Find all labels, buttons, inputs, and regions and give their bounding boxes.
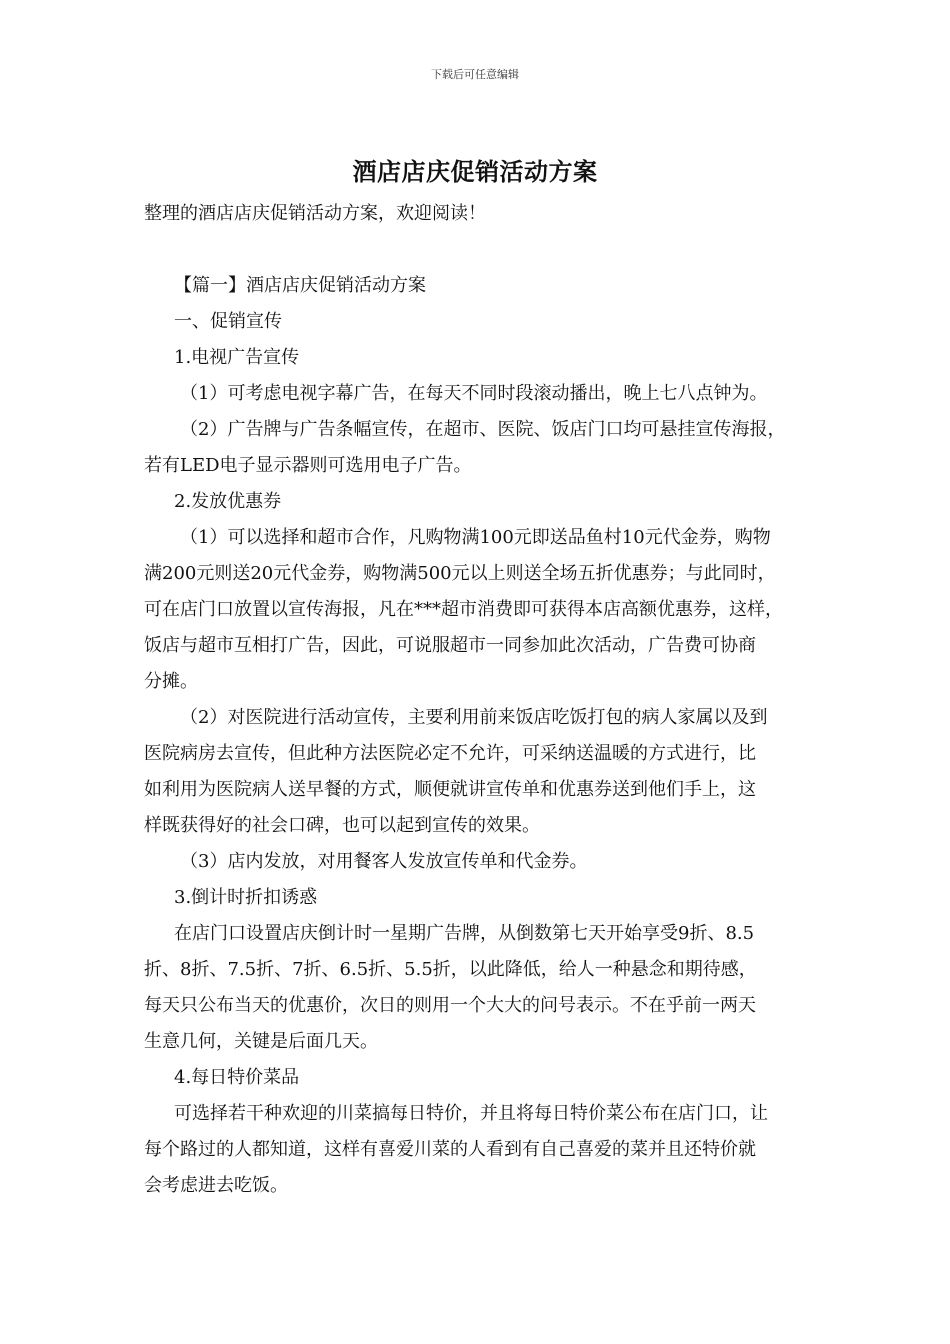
paragraph-line: 饭店与超市互相打广告，因此，可说服超市一同参加此次活动，广告费可协商 [144, 635, 756, 656]
paragraph-line: 每天只公布当天的优惠价，次日的则用一个大大的问号表示。不在乎前一两天 [144, 995, 756, 1016]
paragraph-line: （1）可考虑电视字幕广告，在每天不同时段滚动播出，晚上七八点钟为。 [180, 383, 768, 404]
page-header: 下载后可任意编辑 [431, 68, 519, 81]
document-body [144, 196, 820, 1204]
item-heading: 1.电视广告宣传 [174, 347, 300, 368]
paragraph-line: 可选择若干种欢迎的川菜搞每日特价，并且将每日特价菜公布在店门口，让 [174, 1103, 768, 1124]
paragraph-line: 在店门口设置店庆倒计时一星期广告牌，从倒数第七天开始享受9折、8.5 [174, 923, 755, 944]
paragraph-line: 每个路过的人都知道，这样有喜爱川菜的人看到有自己喜爱的菜并且还特价就 [144, 1139, 756, 1160]
paragraph-line: 可在店门口放置以宣传海报，凡在***超市消费即可获得本店高额优惠券，这样， [144, 599, 783, 620]
paragraph-line: 生意几何，关键是后面几天。 [144, 1031, 378, 1052]
paragraph-line: （3）店内发放，对用餐客人发放宣传单和代金券。 [180, 851, 588, 872]
subsection-heading: 一、促销宣传 [174, 311, 282, 332]
section-heading: 【篇一】酒店店庆促销活动方案 [174, 275, 426, 296]
document-title: 酒店店庆促销活动方案 [352, 157, 598, 186]
paragraph-line: 分摊。 [144, 671, 198, 692]
intro-line: 整理的酒店店庆促销活动方案，欢迎阅读！ [144, 203, 486, 224]
item-heading: 3.倒计时折扣诱惑 [174, 887, 318, 908]
paragraph-line: 样既获得好的社会口碑，也可以起到宣传的效果。 [144, 815, 540, 836]
item-heading: 2.发放优惠券 [174, 491, 282, 512]
paragraph-line: 折、8折、7.5折、7折、6.5折、5.5折，以此降低，给人一种悬念和期待感， [144, 959, 757, 980]
item-heading: 4.每日特价菜品 [174, 1067, 300, 1088]
paragraph-line: 如利用为医院病人送早餐的方式，顺便就讲宣传单和优惠券送到他们手上，这 [144, 779, 756, 800]
paragraph-line: 医院病房去宣传，但此种方法医院必定不允许，可采纳送温暖的方式进行，比 [144, 743, 756, 764]
paragraph-line: 会考虑进去吃饭。 [144, 1175, 288, 1196]
paragraph-line: 满200元则送20元代金券，购物满500元以上则送全场五折优惠券；与此同时， [144, 563, 776, 584]
blank-line [144, 232, 820, 268]
paragraph-line: （2）对医院进行活动宣传，主要利用前来饭店吃饭打包的病人家属以及到 [180, 707, 768, 728]
paragraph-line: 若有LED电子显示器则可选用电子广告。 [144, 455, 472, 476]
paragraph-line: （2）广告牌与广告条幅宣传，在超市、医院、饭店门口均可悬挂宣传海报， [180, 419, 786, 440]
paragraph-line: （1）可以选择和超市合作，凡购物满100元即送品鱼村10元代金券，购物 [180, 527, 771, 548]
